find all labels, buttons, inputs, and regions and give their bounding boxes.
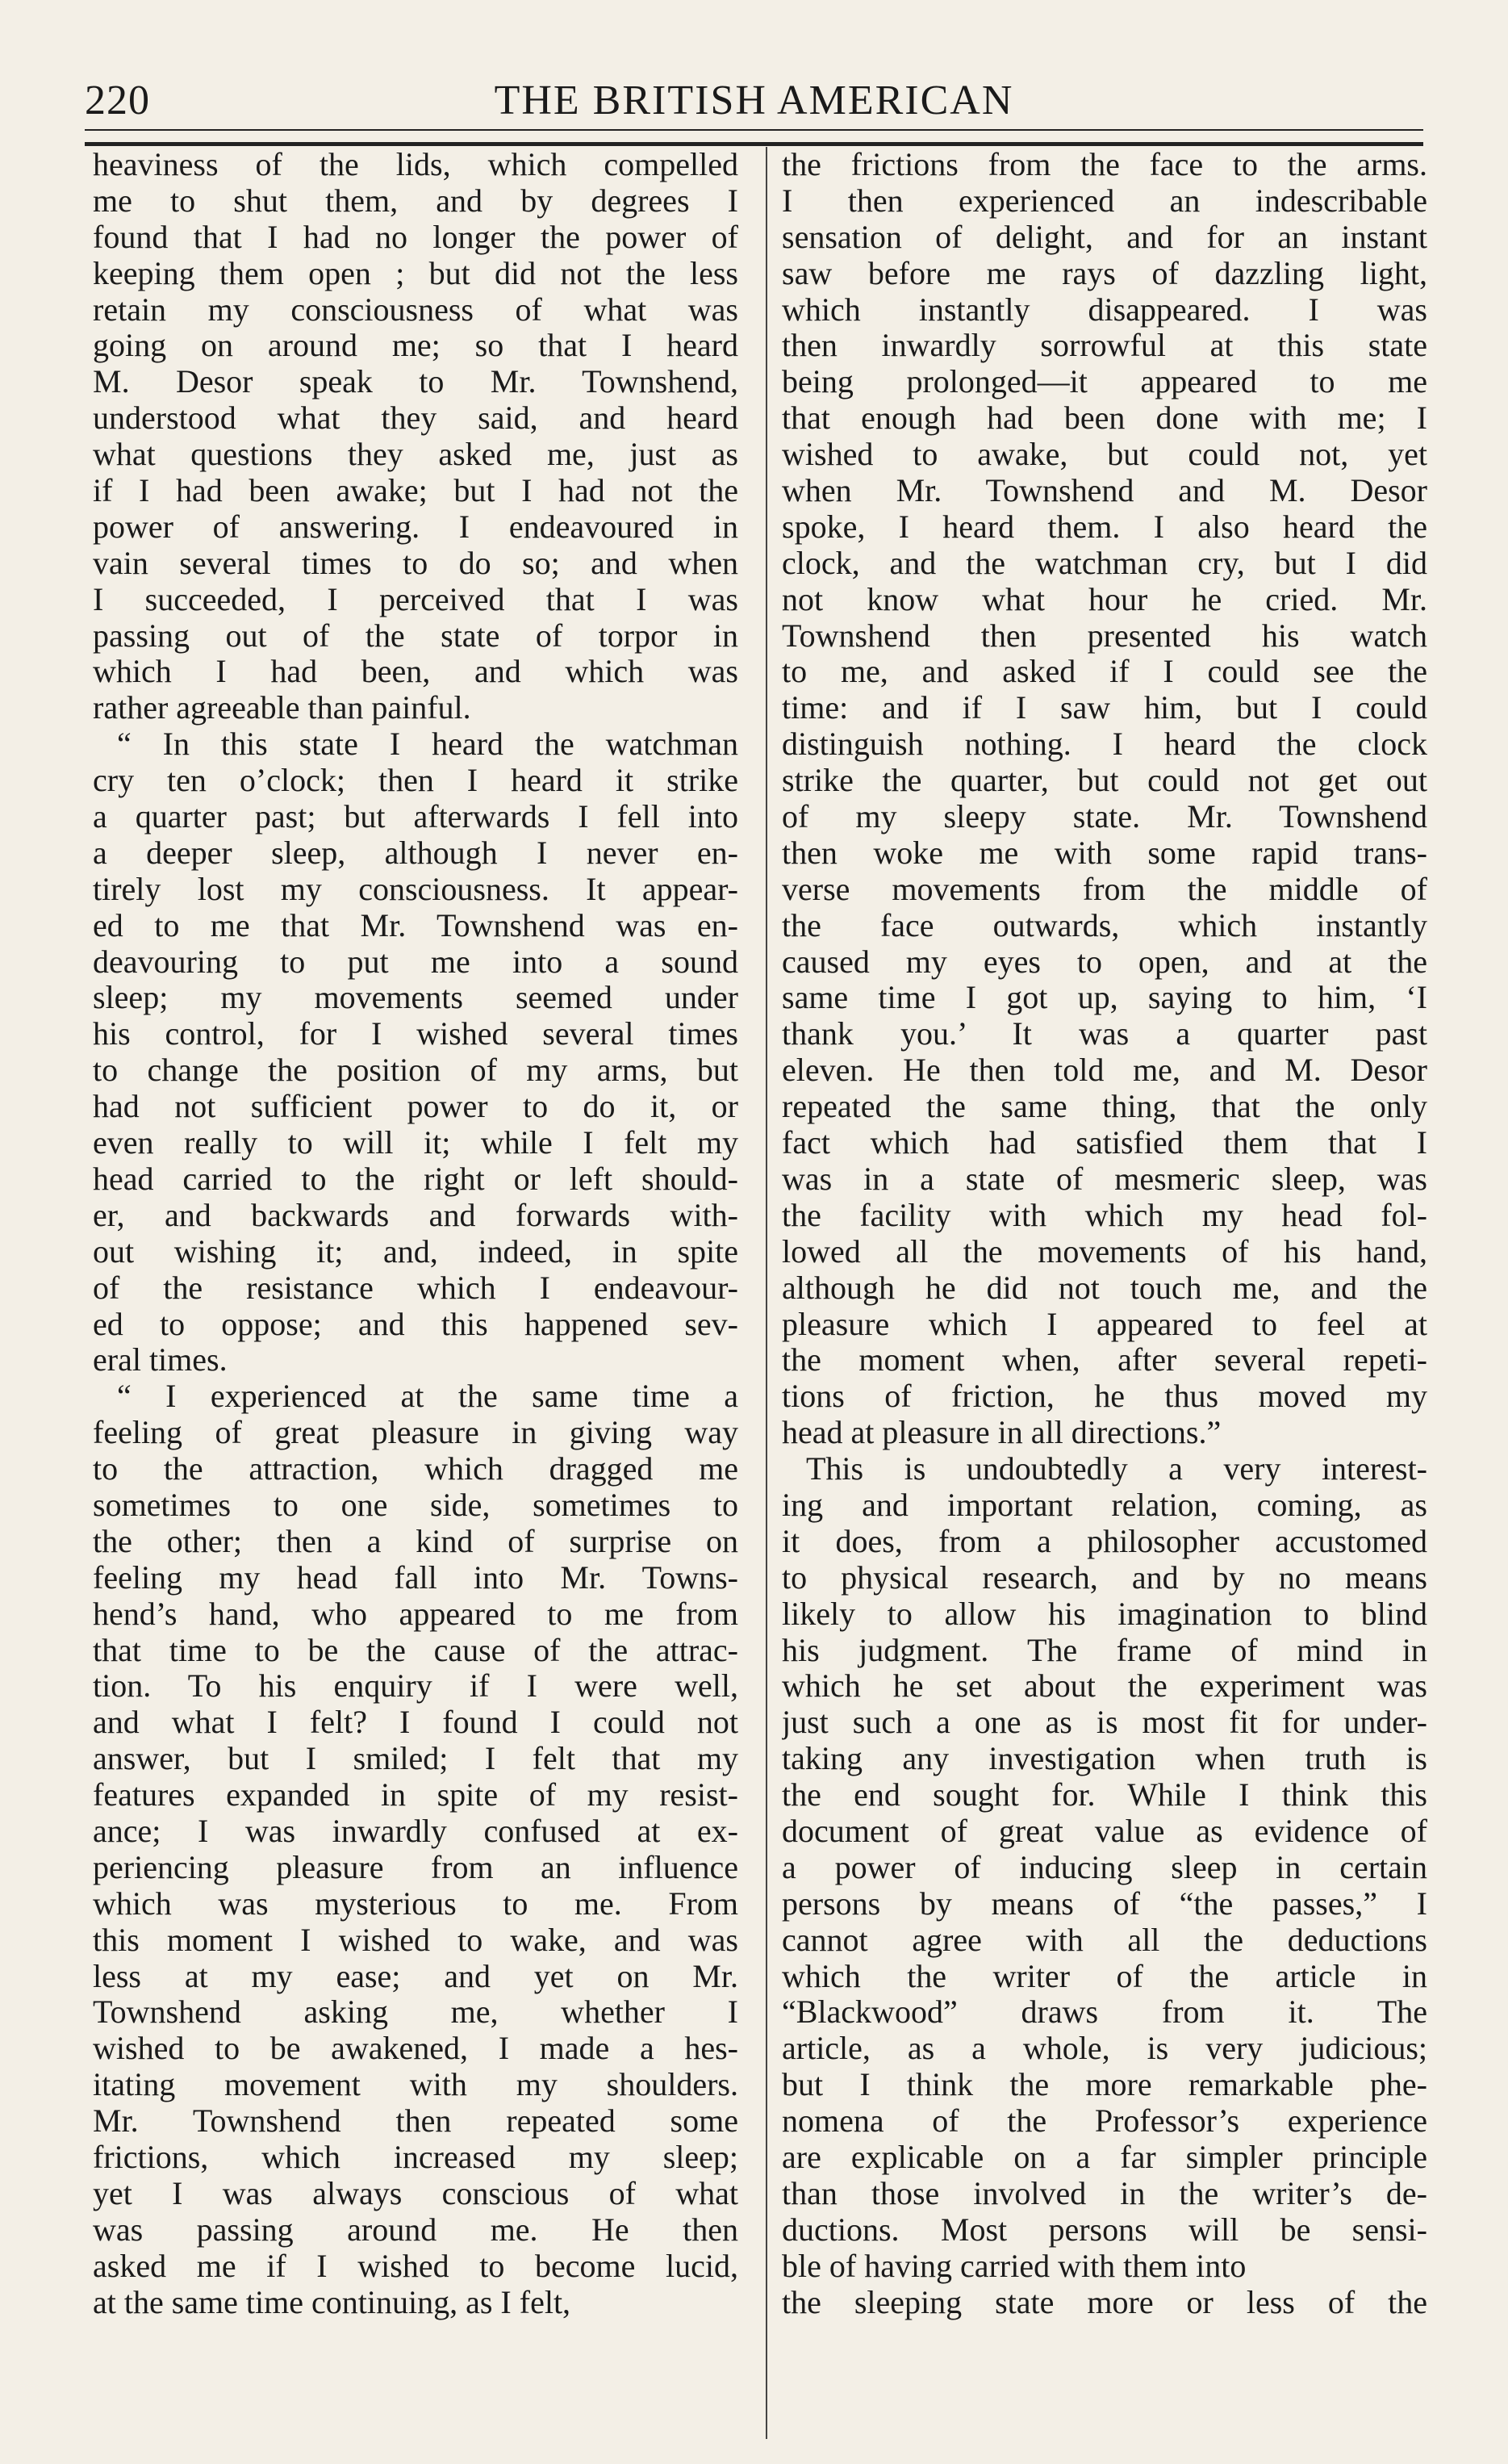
text-line: at the same time continuing, as I felt, [93,2284,571,2320]
text-line: clock, and the watchman cry, but I did [782,545,1427,581]
text-line: a deeper sleep, although I never en- [93,835,738,871]
text-line: are explicable on a far simpler principle [782,2139,1427,2175]
text-line: if I had been awake; but I had not the [93,473,738,509]
text-line: article, as a whole, is very judicious; [782,2031,1427,2067]
text-line: rather agreeable than painful. [93,690,471,726]
text-line: feeling of great pleasure in giving way [93,1415,738,1451]
text-line: M. Desor speak to Mr. Townshend, [93,364,738,400]
text-line: had not sufficient power to do it, or [93,1089,738,1125]
text-line: asked me if I wished to become lucid, [93,2248,738,2284]
text-line: keeping them open ; but did not the less [93,255,738,291]
text-line: “Blackwood” draws from it. The [782,1994,1427,2031]
text-line: periencing pleasure from an influence [93,1849,738,1885]
text-line: the moment when, after several repeti- [782,1342,1427,1378]
text-line: passing out of the state of torpor in [93,617,738,654]
right-column [782,147,1427,2439]
text-line: nomena of the Professor’s experience [782,2103,1427,2140]
text-line: Townshend asking me, whether I [93,1994,738,2031]
text-line: er, and backwards and forwards with- [93,1197,738,1233]
text-line: spoke, I heard them. I also heard the [782,508,1427,545]
text-line: tion. To his enquiry if I were well, [93,1668,738,1705]
header-rule [85,129,1423,146]
text-line: eral times. [93,1342,228,1378]
text-line: head carried to the right or left should- [93,1161,738,1197]
text-line: sensation of delight, and for an instant [782,219,1427,255]
text-line: which he set about the experiment was [782,1668,1427,1705]
text-line: although he did not touch me, and the [782,1270,1427,1306]
text-line: persons by means of “the passes,” I [782,1885,1427,1922]
text-line: the face outwards, which instantly [782,907,1427,943]
running-title: THE BRITISH AMERICAN [494,77,1014,123]
text-line: wished to awake, but could not, yet [782,437,1427,473]
text-line: “ I experienced at the same time a [117,1378,738,1415]
text-line: pleasure which I appeared to feel at [782,1306,1427,1342]
text-line: me to shut them, and by degrees I [93,182,738,219]
text-line: which the writer of the article in [782,1958,1427,1994]
text-line: found that I had no longer the power of [93,219,738,255]
text-line: same time I got up, saying to him, ‘I [782,980,1427,1016]
text-line: of my sleepy state. Mr. Townshend [782,799,1427,835]
text-line: which was mysterious to me. From [93,1885,738,1922]
text-line: cry ten o’clock; then I heard it strike [93,763,738,799]
text-line: the frictions from the face to the arms. [782,147,1427,182]
text-line: features expanded in spite of my resist- [93,1777,738,1813]
left-column [93,147,738,2439]
text-line: the end sought for. While I think this [782,1777,1427,1813]
text-line: when Mr. Townshend and M. Desor [782,473,1427,509]
text-line: I then experienced an indescribable [782,182,1427,219]
text-line: that time to be the cause of the attrac- [93,1632,738,1668]
text-line: distinguish nothing. I heard the clock [782,726,1427,763]
text-line: sometimes to one side, sometimes to [93,1487,738,1523]
text-line: less at my ease; and yet on Mr. [93,1958,738,1994]
text-line: verse movements from the middle of [782,871,1427,907]
text-line: eleven. He then told me, and M. Desor [782,1052,1427,1089]
text-line: to me, and asked if I could see the [782,654,1427,690]
text-line: ed to me that Mr. Townshend was en- [93,907,738,943]
text-line: ble of having carried with them into [782,2248,1247,2284]
text-line: cannot agree with all the deductions [782,1922,1427,1958]
text-line: yet I was always conscious of what [93,2175,738,2211]
text-line: what questions they asked me, just as [93,437,738,473]
text-line: Townshend then presented his watch [782,617,1427,654]
text-line: his control, for I wished several times [93,1016,738,1052]
text-line: power of answering. I endeavoured in [93,508,738,545]
text-line: the other; then a kind of surprise on [93,1523,738,1559]
text-line: ed to oppose; and this happened sev- [93,1306,738,1342]
text-line: then inwardly sorrowful at this state [782,328,1427,364]
text-line: just such a one as is most fit for under- [782,1705,1427,1741]
text-line: answer, but I smiled; I felt that my [93,1741,738,1777]
text-line: this moment I wished to wake, and was [93,1922,738,1958]
text-line: wished to be awakened, I made a hes- [93,2031,738,2067]
text-line: which I had been, and which was [93,654,738,690]
text-line: even really to will it; while I felt my [93,1125,738,1161]
text-line: the facility with which my head fol- [782,1197,1427,1233]
text-line: being prolonged—it appeared to me [782,364,1427,400]
text-line: feeling my head fall into Mr. Towns- [93,1559,738,1596]
text-line: hend’s hand, who appeared to me from [93,1596,738,1632]
text-line: taking any investigation when truth is [782,1741,1427,1777]
text-line: then woke me with some rapid trans- [782,835,1427,871]
text-line: saw before me rays of dazzling light, [782,255,1427,291]
text-line: head at pleasure in all directions.” [782,1415,1222,1451]
text-line: time: and if I saw him, but I could [782,690,1427,726]
text-line: was passing around me. He then [93,2211,738,2248]
page-number: 220 [85,77,150,123]
text-line: but I think the more remarkable phe- [782,2067,1427,2103]
text-line: understood what they said, and heard [93,400,738,437]
text-line: a power of inducing sleep in certain [782,1849,1427,1885]
text-line: deavouring to put me into a sound [93,943,738,980]
text-line: was in a state of mesmeric sleep, was [782,1161,1427,1197]
text-line: likely to allow his imagination to blind [782,1596,1427,1632]
text-line: ductions. Most persons will be sensi- [782,2211,1427,2248]
text-line: vain several times to do so; and when [93,545,738,581]
text-line: fact which had satisfied them that I [782,1125,1427,1161]
text-line: it does, from a philosopher accustomed [782,1523,1427,1559]
text-line: lowed all the movements of his hand, [782,1233,1427,1270]
text-line: thank you.’ It was a quarter past [782,1016,1427,1052]
text-line: to physical research, and by no means [782,1559,1427,1596]
text-line: tions of friction, he thus moved my [782,1378,1427,1415]
text-line: document of great value as evidence of [782,1813,1427,1849]
text-line: tirely lost my consciousness. It appear- [93,871,738,907]
text-line: ance; I was inwardly confused at ex- [93,1813,738,1849]
text-line: frictions, which increased my sleep; [93,2139,738,2175]
text-line: retain my consciousness of what was [93,291,738,328]
text-line: I succeeded, I perceived that I was [93,581,738,617]
text-line: that enough had been done with me; I [782,400,1427,437]
text-line: itating movement with my shoulders. [93,2067,738,2103]
text-line: “ In this state I heard the watchman [117,726,738,763]
text-line: repeated the same thing, that the only [782,1089,1427,1125]
column-divider [766,147,767,2439]
page-header [0,77,1508,133]
text-line: ing and important relation, coming, as [782,1487,1427,1523]
text-line: out wishing it; and, indeed, in spite [93,1233,738,1270]
text-line: sleep; my movements seemed under [93,980,738,1016]
text-line: his judgment. The frame of mind in [782,1632,1427,1668]
text-line: a quarter past; but afterwards I fell into [93,799,738,835]
text-line: caused my eyes to open, and at the [782,943,1427,980]
text-line: to the attraction, which dragged me [93,1451,738,1487]
text-line: the sleeping state more or less of the [782,2284,1427,2320]
text-line: strike the quarter, but could not get out [782,763,1427,799]
text-line: and what I felt? I found I could not [93,1705,738,1741]
text-line: of the resistance which I endeavour- [93,1270,738,1306]
text-line: than those involved in the writer’s de- [782,2175,1427,2211]
text-line: to change the position of my arms, but [93,1052,738,1089]
text-line: going on around me; so that I heard [93,328,738,364]
text-line: This is undoubtedly a very interest- [806,1451,1427,1487]
text-line: Mr. Townshend then repeated some [93,2103,738,2140]
text-line: heaviness of the lids, which compelled [93,147,738,182]
text-line: not know what hour he cried. Mr. [782,581,1427,617]
text-line: which instantly disappeared. I was [782,291,1427,328]
